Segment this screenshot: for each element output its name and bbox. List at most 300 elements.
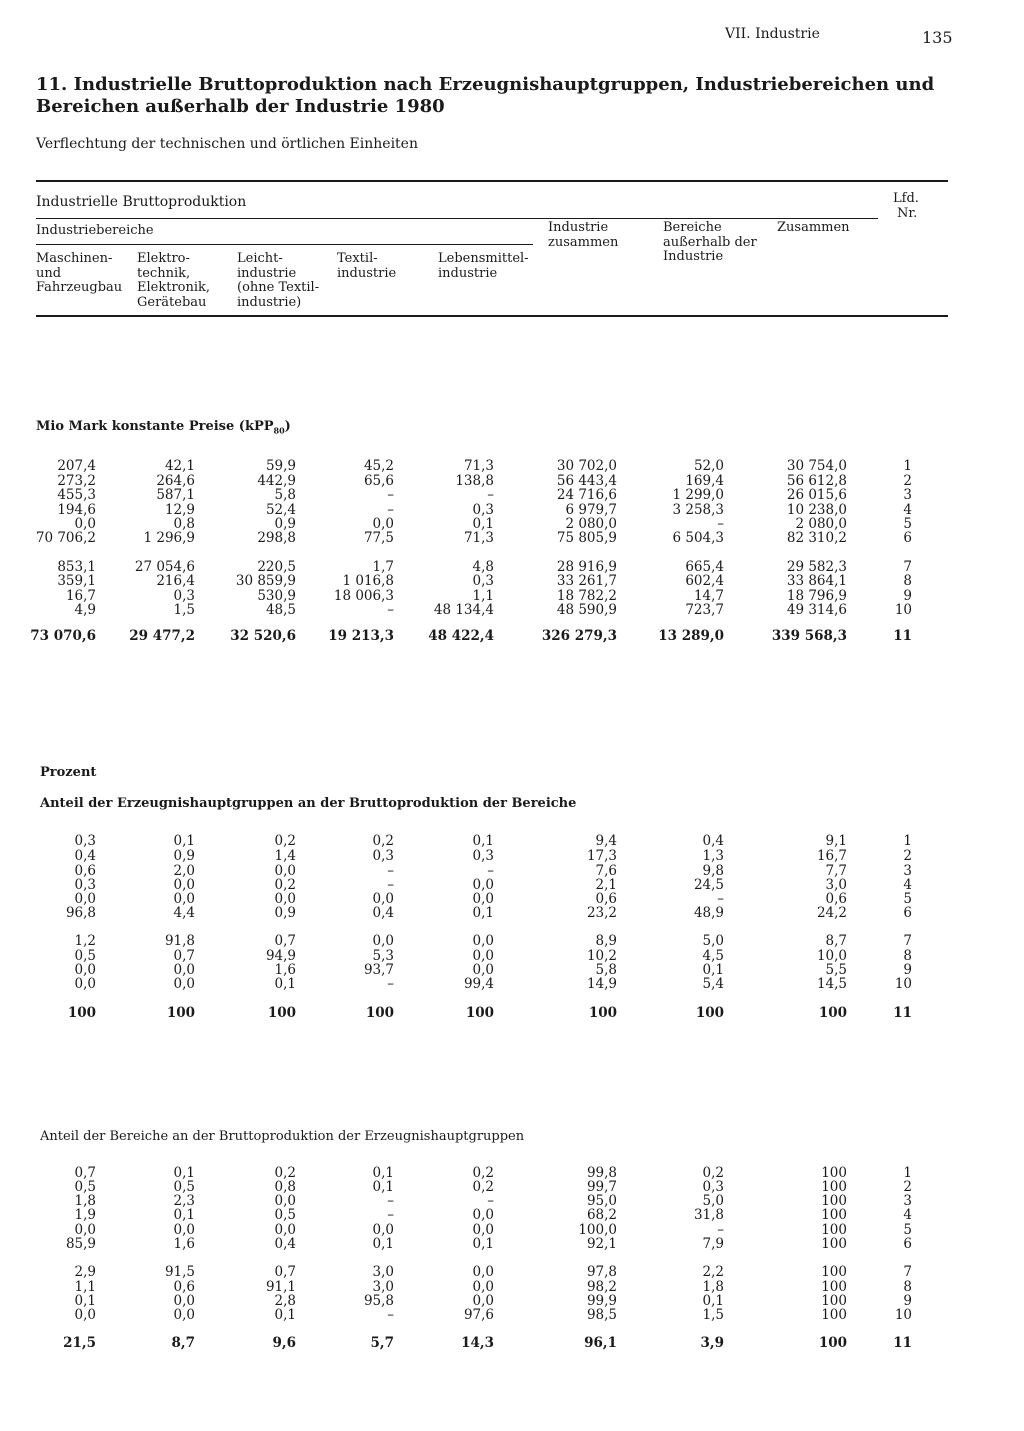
table-cell: 99,8 bbox=[586, 1165, 617, 1181]
table-cell: 1,8 bbox=[702, 1279, 724, 1295]
table-cell: 1,5 bbox=[702, 1307, 724, 1323]
table-cell: – bbox=[387, 863, 394, 879]
table-cell: 100 bbox=[821, 1279, 847, 1295]
table-cell: 5,5 bbox=[825, 962, 847, 978]
table-cell: 0,2 bbox=[472, 1179, 494, 1195]
table-cell: 5,8 bbox=[274, 487, 296, 503]
table-cell: 0,9 bbox=[274, 516, 296, 532]
column-header-8 bbox=[777, 221, 850, 236]
row-number: 10 bbox=[894, 976, 912, 992]
table-cell: 273,2 bbox=[57, 473, 96, 489]
table-cell: 100 bbox=[588, 1005, 617, 1021]
table-cell: 10,0 bbox=[816, 948, 847, 964]
table-cell: 24,5 bbox=[693, 877, 724, 893]
table-cell: 0,8 bbox=[173, 516, 195, 532]
table-row bbox=[0, 589, 1024, 604]
table-cell: 0,0 bbox=[274, 1193, 296, 1209]
column-header-line: technik, bbox=[137, 265, 191, 281]
table-cell: 0,1 bbox=[372, 1179, 394, 1195]
row-number: 8 bbox=[903, 1279, 912, 1295]
table-cell: 70 706,2 bbox=[35, 530, 96, 546]
column-header-line: Zusammen bbox=[777, 220, 850, 235]
table-cell: 5,0 bbox=[702, 1193, 724, 1209]
column-header-line: Gerätebau bbox=[137, 294, 207, 310]
table-row bbox=[0, 1223, 1024, 1238]
table-cell: 2 080,0 bbox=[795, 516, 847, 532]
column-header-line: industrie bbox=[337, 265, 397, 281]
table-cell: 7,6 bbox=[595, 863, 617, 879]
table-row bbox=[0, 459, 1024, 474]
row-number: 4 bbox=[903, 877, 912, 893]
table-cell: 24,2 bbox=[816, 905, 847, 921]
table-cell: 442,9 bbox=[257, 473, 296, 489]
table-title: 11. Industrielle Bruttoproduktion nach Erzeugnishauptgruppen, Industriebereichen und Bereichen außerhalb der Industrie 1980 bbox=[36, 74, 935, 117]
row-number: 4 bbox=[903, 1207, 912, 1223]
table-cell: 100 bbox=[166, 1005, 195, 1021]
table-cell: 0,5 bbox=[274, 1207, 296, 1223]
table-cell: 42,1 bbox=[164, 458, 195, 474]
table-cell: 194,6 bbox=[57, 502, 96, 518]
table-cell: 52,4 bbox=[265, 502, 296, 518]
table-cell: 100 bbox=[818, 1335, 847, 1351]
table-cell: 23,2 bbox=[586, 905, 617, 921]
column-header-line: zusammen bbox=[548, 234, 619, 250]
table-cell: 59,9 bbox=[265, 458, 296, 474]
table-cell: 220,5 bbox=[257, 559, 296, 575]
table-cell: 2 080,0 bbox=[565, 516, 617, 532]
table-cell: 33 261,7 bbox=[556, 573, 617, 589]
table-cell: 5,3 bbox=[372, 948, 394, 964]
table-cell: 3,0 bbox=[372, 1279, 394, 1295]
table-cell: 216,4 bbox=[156, 573, 195, 589]
table-cell: 96,1 bbox=[584, 1335, 617, 1351]
table-row bbox=[0, 849, 1024, 864]
table-cell: 5,4 bbox=[702, 976, 724, 992]
table-cell: 0,6 bbox=[595, 891, 617, 907]
page-number: 135 bbox=[922, 28, 953, 47]
column-header-line: Bereiche bbox=[663, 220, 722, 235]
table-cell: 100 bbox=[821, 1264, 847, 1280]
table-cell: 95,8 bbox=[363, 1293, 394, 1309]
table-cell: 75 805,9 bbox=[556, 530, 617, 546]
table-cell: – bbox=[387, 1193, 394, 1209]
table-cell: 1,6 bbox=[274, 962, 296, 978]
table-cell: – bbox=[387, 487, 394, 503]
row-number: 7 bbox=[903, 1264, 912, 1280]
table-cell: 71,3 bbox=[463, 530, 494, 546]
table-cell: 1,7 bbox=[372, 559, 394, 575]
table-cell: 0,0 bbox=[372, 891, 394, 907]
table-cell: 100 bbox=[365, 1005, 394, 1021]
table-cell: 52,0 bbox=[693, 458, 724, 474]
row-number: 9 bbox=[903, 588, 912, 604]
row-number: 4 bbox=[903, 502, 912, 518]
section-title: Mio Mark konstante Preise (kPP$_{80}$) bbox=[36, 419, 291, 436]
table-row bbox=[0, 1294, 1024, 1309]
table-cell: 4,8 bbox=[472, 559, 494, 575]
table-cell: 77,5 bbox=[363, 530, 394, 546]
table-cell: 27 054,6 bbox=[134, 559, 195, 575]
table-cell: 5,7 bbox=[370, 1335, 394, 1351]
table-cell: 93,7 bbox=[363, 962, 394, 978]
table-cell: 2,2 bbox=[702, 1264, 724, 1280]
header-group-label: Industrielle Bruttoproduktion bbox=[36, 194, 247, 210]
column-header-line: industrie) bbox=[237, 294, 302, 310]
section-subheading: Anteil der Bereiche an der Bruttoproduktion der Erzeugnishauptgruppen bbox=[40, 1129, 525, 1144]
table-cell: 0,1 bbox=[173, 833, 195, 849]
table-cell: – bbox=[717, 516, 724, 532]
header-bottom-rule bbox=[36, 315, 948, 317]
table-cell: 100 bbox=[821, 1236, 847, 1252]
column-header-3 bbox=[237, 252, 319, 310]
table-cell: 100,0 bbox=[578, 1222, 617, 1238]
table-cell: 0,5 bbox=[74, 948, 96, 964]
table-cell: 100 bbox=[821, 1179, 847, 1195]
table-cell: 0,0 bbox=[472, 1293, 494, 1309]
table-cell: – bbox=[487, 1193, 494, 1209]
table-cell: 100 bbox=[821, 1207, 847, 1223]
table-cell: 28 916,9 bbox=[556, 559, 617, 575]
table-cell: 587,1 bbox=[156, 487, 195, 503]
table-cell: 5,0 bbox=[702, 933, 724, 949]
table-cell: 0,4 bbox=[74, 848, 96, 864]
header-lfd-nr: Lfd. Nr. bbox=[893, 191, 919, 221]
table-cell: 29 582,3 bbox=[786, 559, 847, 575]
table-cell: 0,0 bbox=[173, 1222, 195, 1238]
table-cell: – bbox=[717, 1222, 724, 1238]
row-number: 8 bbox=[903, 573, 912, 589]
table-row bbox=[0, 906, 1024, 921]
table-cell: 9,4 bbox=[595, 833, 617, 849]
column-header-2 bbox=[137, 252, 210, 310]
table-cell: 0,3 bbox=[173, 588, 195, 604]
column-header-7 bbox=[663, 221, 757, 265]
table-cell: 17,3 bbox=[586, 848, 617, 864]
table-cell: 1,1 bbox=[74, 1279, 96, 1295]
table-cell: 853,1 bbox=[57, 559, 96, 575]
table-cell: 169,4 bbox=[685, 473, 724, 489]
table-cell: 2,8 bbox=[274, 1293, 296, 1309]
table-cell: 2,0 bbox=[173, 863, 195, 879]
table-cell: 1,1 bbox=[472, 588, 494, 604]
table-cell: 100 bbox=[695, 1005, 724, 1021]
table-cell: 0,2 bbox=[274, 877, 296, 893]
table-cell: 530,9 bbox=[257, 588, 296, 604]
table-row bbox=[0, 560, 1024, 575]
table-row bbox=[0, 878, 1024, 893]
table-row bbox=[0, 1280, 1024, 1295]
column-header-4 bbox=[337, 252, 396, 281]
table-cell: 0,1 bbox=[274, 1307, 296, 1323]
table-cell: 68,2 bbox=[586, 1207, 617, 1223]
section-subheading: Anteil der Erzeugnishauptgruppen an der Bruttoproduktion der Bereiche bbox=[40, 796, 577, 811]
table-row bbox=[0, 1265, 1024, 1280]
table-cell: 48,9 bbox=[693, 905, 724, 921]
row-number: 3 bbox=[903, 487, 912, 503]
table-cell: 31,8 bbox=[693, 1207, 724, 1223]
table-cell: 10 238,0 bbox=[786, 502, 847, 518]
table-cell: 0,0 bbox=[74, 516, 96, 532]
table-cell: 339 568,3 bbox=[771, 628, 847, 644]
table-cell: 56 443,4 bbox=[556, 473, 617, 489]
table-cell: 0,5 bbox=[173, 1179, 195, 1195]
table-row bbox=[0, 574, 1024, 589]
table-cell: 18 796,9 bbox=[786, 588, 847, 604]
table-cell: 0,6 bbox=[173, 1279, 195, 1295]
table-cell: 14,3 bbox=[461, 1335, 494, 1351]
table-cell: 0,0 bbox=[74, 1307, 96, 1323]
table-cell: 0,0 bbox=[472, 1279, 494, 1295]
table-cell: 0,0 bbox=[372, 933, 394, 949]
row-number: 7 bbox=[903, 559, 912, 575]
table-cell: 0,1 bbox=[74, 1293, 96, 1309]
table-cell: 14,9 bbox=[586, 976, 617, 992]
table-cell: 0,0 bbox=[372, 516, 394, 532]
table-cell: 0,0 bbox=[472, 962, 494, 978]
table-cell: 73 070,6 bbox=[30, 628, 96, 644]
table-row bbox=[0, 934, 1024, 949]
column-header-line: außerhalb der bbox=[663, 234, 757, 250]
table-cell: 0,0 bbox=[74, 976, 96, 992]
row-number: 1 bbox=[903, 1165, 912, 1181]
table-cell: 0,1 bbox=[173, 1207, 195, 1223]
table-cell: 9,6 bbox=[272, 1335, 296, 1351]
table-row bbox=[0, 1208, 1024, 1223]
table-cell: 48 134,4 bbox=[433, 602, 494, 618]
table-cell: 8,9 bbox=[595, 933, 617, 949]
table-cell: 207,4 bbox=[57, 458, 96, 474]
table-cell: 0,5 bbox=[74, 1179, 96, 1195]
table-cell: 0,0 bbox=[173, 877, 195, 893]
row-number: 10 bbox=[894, 1307, 912, 1323]
table-cell: 82 310,2 bbox=[786, 530, 847, 546]
table-cell: 100 bbox=[67, 1005, 96, 1021]
table-cell: 56 612,8 bbox=[786, 473, 847, 489]
table-cell: 1 296,9 bbox=[143, 530, 195, 546]
table-subtitle: Verflechtung der technischen und örtlichen Einheiten bbox=[36, 136, 418, 152]
table-cell: 0,1 bbox=[173, 1165, 195, 1181]
table-cell: 100 bbox=[465, 1005, 494, 1021]
table-cell: 0,7 bbox=[173, 948, 195, 964]
row-number: 5 bbox=[903, 891, 912, 907]
table-cell: 1,5 bbox=[173, 602, 195, 618]
table-cell: 723,7 bbox=[685, 602, 724, 618]
table-cell: 7,7 bbox=[825, 863, 847, 879]
row-number: 2 bbox=[903, 848, 912, 864]
table-row bbox=[0, 1166, 1024, 1181]
table-row bbox=[0, 834, 1024, 849]
table-cell: 0,1 bbox=[372, 1236, 394, 1252]
table-cell: 4,5 bbox=[702, 948, 724, 964]
table-cell: 100 bbox=[821, 1165, 847, 1181]
row-number: 7 bbox=[903, 933, 912, 949]
table-total-row bbox=[0, 1336, 1024, 1351]
table-cell: 0,0 bbox=[472, 891, 494, 907]
column-header-line: Textil- bbox=[337, 251, 378, 266]
table-cell: 65,6 bbox=[363, 473, 394, 489]
column-header-line: Maschinen- bbox=[36, 251, 113, 266]
table-cell: 0,7 bbox=[74, 1165, 96, 1181]
row-number: 11 bbox=[893, 628, 912, 644]
column-header-line: Industrie bbox=[548, 220, 609, 235]
table-row bbox=[0, 963, 1024, 978]
table-row bbox=[0, 1180, 1024, 1195]
table-cell: 96,8 bbox=[65, 905, 96, 921]
table-cell: 8,7 bbox=[171, 1335, 195, 1351]
row-number: 9 bbox=[903, 962, 912, 978]
column-header-line: Elektronik, bbox=[137, 280, 211, 295]
table-cell: 1 016,8 bbox=[342, 573, 394, 589]
table-cell: 33 864,1 bbox=[786, 573, 847, 589]
table-cell: 48 590,9 bbox=[556, 602, 617, 618]
table-cell: 1 299,0 bbox=[672, 487, 724, 503]
table-cell: – bbox=[387, 976, 394, 992]
column-header-line: und bbox=[36, 265, 62, 281]
table-cell: 0,6 bbox=[74, 863, 96, 879]
table-cell: 100 bbox=[821, 1307, 847, 1323]
table-cell: 49 314,6 bbox=[786, 602, 847, 618]
table-cell: 0,0 bbox=[74, 962, 96, 978]
table-cell: 5,8 bbox=[595, 962, 617, 978]
table-cell: 32 520,6 bbox=[230, 628, 296, 644]
table-cell: 0,0 bbox=[472, 933, 494, 949]
table-cell: 98,5 bbox=[586, 1307, 617, 1323]
table-cell: 30 859,9 bbox=[235, 573, 296, 589]
table-cell: 0,0 bbox=[274, 891, 296, 907]
table-cell: 24 716,6 bbox=[556, 487, 617, 503]
table-cell: 0,0 bbox=[472, 1222, 494, 1238]
table-cell: 0,1 bbox=[472, 516, 494, 532]
row-number: 3 bbox=[903, 863, 912, 879]
table-cell: – bbox=[387, 502, 394, 518]
table-cell: 138,8 bbox=[455, 473, 494, 489]
table-cell: – bbox=[387, 1207, 394, 1223]
table-cell: 0,8 bbox=[274, 1179, 296, 1195]
table-cell: 0,0 bbox=[372, 1222, 394, 1238]
table-cell: 4,4 bbox=[173, 905, 195, 921]
table-cell: 0,1 bbox=[472, 833, 494, 849]
table-cell: 326 279,3 bbox=[541, 628, 617, 644]
table-cell: 3,9 bbox=[700, 1335, 724, 1351]
table-cell: 0,0 bbox=[472, 948, 494, 964]
table-cell: 0,0 bbox=[173, 1293, 195, 1309]
table-row bbox=[0, 949, 1024, 964]
table-cell: 14,5 bbox=[816, 976, 847, 992]
table-row bbox=[0, 977, 1024, 992]
table-cell: 2,3 bbox=[173, 1193, 195, 1209]
table-cell: 100 bbox=[821, 1193, 847, 1209]
table-cell: 0,2 bbox=[372, 833, 394, 849]
table-cell: 0,1 bbox=[702, 1293, 724, 1309]
table-cell: 0,1 bbox=[372, 1165, 394, 1181]
table-cell: 91,1 bbox=[265, 1279, 296, 1295]
table-cell: 14,7 bbox=[693, 588, 724, 604]
table-cell: 0,7 bbox=[274, 1264, 296, 1280]
table-cell: – bbox=[717, 891, 724, 907]
table-cell: 1,9 bbox=[74, 1207, 96, 1223]
table-cell: – bbox=[387, 877, 394, 893]
row-number: 11 bbox=[893, 1005, 912, 1021]
table-cell: 359,1 bbox=[57, 573, 96, 589]
row-number: 9 bbox=[903, 1293, 912, 1309]
table-cell: 0,4 bbox=[702, 833, 724, 849]
table-cell: 0,4 bbox=[372, 905, 394, 921]
table-cell: 0,3 bbox=[74, 877, 96, 893]
table-row bbox=[0, 1237, 1024, 1252]
table-cell: 0,0 bbox=[173, 1307, 195, 1323]
table-cell: 48,5 bbox=[265, 602, 296, 618]
table-cell: 30 754,0 bbox=[786, 458, 847, 474]
table-row bbox=[0, 474, 1024, 489]
table-cell: 0,2 bbox=[274, 1165, 296, 1181]
row-number: 3 bbox=[903, 1193, 912, 1209]
table-cell: 3 258,3 bbox=[672, 502, 724, 518]
column-header-line: Elektro- bbox=[137, 251, 190, 266]
table-cell: 99,7 bbox=[586, 1179, 617, 1195]
table-cell: 99,4 bbox=[463, 976, 494, 992]
table-cell: 9,8 bbox=[702, 863, 724, 879]
table-cell: 18 782,2 bbox=[556, 588, 617, 604]
table-row bbox=[0, 503, 1024, 518]
table-row bbox=[0, 864, 1024, 879]
table-cell: 0,1 bbox=[472, 1236, 494, 1252]
column-header-line: Leicht- bbox=[237, 251, 283, 266]
table-cell: 0,9 bbox=[173, 848, 195, 864]
table-row bbox=[0, 488, 1024, 503]
column-header-5 bbox=[438, 252, 529, 281]
table-cell: 10,2 bbox=[586, 948, 617, 964]
table-cell: 0,0 bbox=[472, 877, 494, 893]
column-header-1 bbox=[36, 252, 122, 296]
table-cell: 3,0 bbox=[825, 877, 847, 893]
table-cell: 94,9 bbox=[265, 948, 296, 964]
row-number: 1 bbox=[903, 833, 912, 849]
table-cell: 12,9 bbox=[164, 502, 195, 518]
row-number: 6 bbox=[903, 530, 912, 546]
row-number: 2 bbox=[903, 473, 912, 489]
table-cell: 0,0 bbox=[472, 1264, 494, 1280]
table-cell: 85,9 bbox=[65, 1236, 96, 1252]
table-cell: 9,1 bbox=[825, 833, 847, 849]
table-cell: 21,5 bbox=[63, 1335, 96, 1351]
table-cell: 0,3 bbox=[372, 848, 394, 864]
header-middle-rule bbox=[36, 218, 878, 219]
table-cell: 100 bbox=[818, 1005, 847, 1021]
table-cell: 3,0 bbox=[372, 1264, 394, 1280]
table-cell: 13 289,0 bbox=[658, 628, 724, 644]
table-cell: 100 bbox=[267, 1005, 296, 1021]
table-cell: 0,0 bbox=[74, 891, 96, 907]
table-cell: 0,3 bbox=[472, 848, 494, 864]
table-cell: 0,0 bbox=[274, 1222, 296, 1238]
table-cell: 6 504,3 bbox=[672, 530, 724, 546]
table-cell: 29 477,2 bbox=[129, 628, 195, 644]
table-cell: 0,9 bbox=[274, 905, 296, 921]
table-cell: 6 979,7 bbox=[565, 502, 617, 518]
table-cell: 0,6 bbox=[825, 891, 847, 907]
column-header-line: Industrie bbox=[663, 249, 724, 264]
table-cell: 0,0 bbox=[274, 863, 296, 879]
table-cell: 602,4 bbox=[685, 573, 724, 589]
table-cell: 2,9 bbox=[74, 1264, 96, 1280]
table-cell: 0,4 bbox=[274, 1236, 296, 1252]
column-header-line: (ohne Textil- bbox=[237, 280, 320, 295]
table-cell: 91,5 bbox=[164, 1264, 195, 1280]
row-number: 5 bbox=[903, 1222, 912, 1238]
column-header-line: industrie bbox=[237, 265, 297, 281]
table-cell: 0,7 bbox=[274, 933, 296, 949]
table-cell: 92,1 bbox=[586, 1236, 617, 1252]
